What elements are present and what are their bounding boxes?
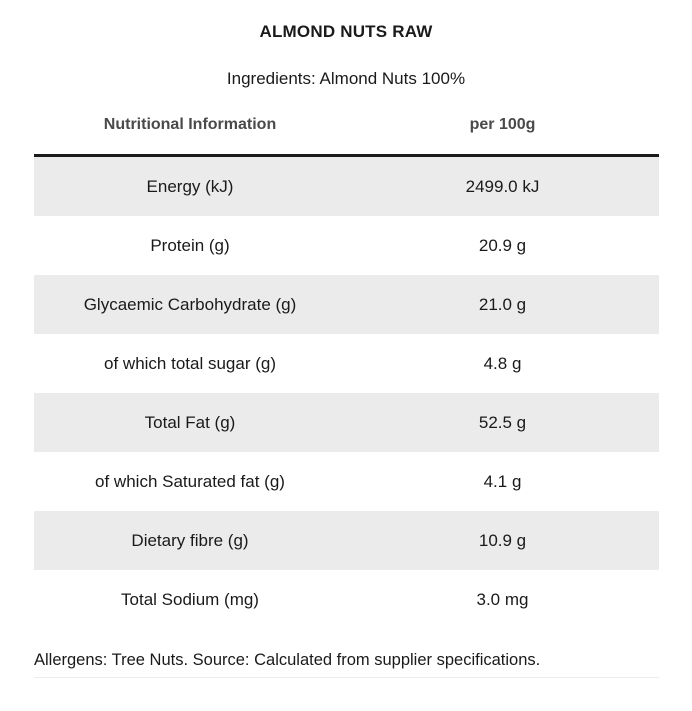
row-name: Energy (kJ) <box>146 176 234 196</box>
table-row <box>34 275 659 334</box>
row-name: Glycaemic Carbohydrate (g) <box>83 294 297 314</box>
product-title: ALMOND NUTS RAW <box>259 22 433 41</box>
header-per-100g: per 100g <box>469 116 536 133</box>
row-value: 10.9 g <box>478 530 527 550</box>
header-nutritional-information: Nutritional Information <box>103 116 277 133</box>
row-value: 4.1 g <box>483 471 522 491</box>
row-value: 52.5 g <box>478 412 527 432</box>
nutrition-table <box>34 96 659 629</box>
row-name: of which Saturated fat (g) <box>95 471 285 491</box>
row-name: Total Sodium (mg) <box>121 589 259 609</box>
row-value: 3.0 mg <box>476 589 529 609</box>
table-row <box>34 157 659 216</box>
row-name: Protein (g) <box>150 235 230 255</box>
allergens-footer: Allergens: Tree Nuts. Source: Calculated from supplier specifications. <box>34 651 541 669</box>
table-header <box>34 96 659 157</box>
row-value: 21.0 g <box>478 294 527 314</box>
table-row <box>34 570 659 629</box>
table-row <box>34 393 659 452</box>
row-name: Total Fat (g) <box>144 412 236 432</box>
row-name: of which total sugar (g) <box>104 353 276 373</box>
ingredients-text: Ingredients: Almond Nuts 100% <box>226 69 466 88</box>
row-name: Dietary fibre (g) <box>131 530 249 550</box>
table-row <box>34 216 659 275</box>
row-value: 2499.0 kJ <box>465 176 540 196</box>
table-row <box>34 334 659 393</box>
row-value: 4.8 g <box>483 353 522 373</box>
table-row <box>34 452 659 511</box>
table-row <box>34 511 659 570</box>
footer-divider <box>34 677 659 678</box>
row-value: 20.9 g <box>478 235 527 255</box>
